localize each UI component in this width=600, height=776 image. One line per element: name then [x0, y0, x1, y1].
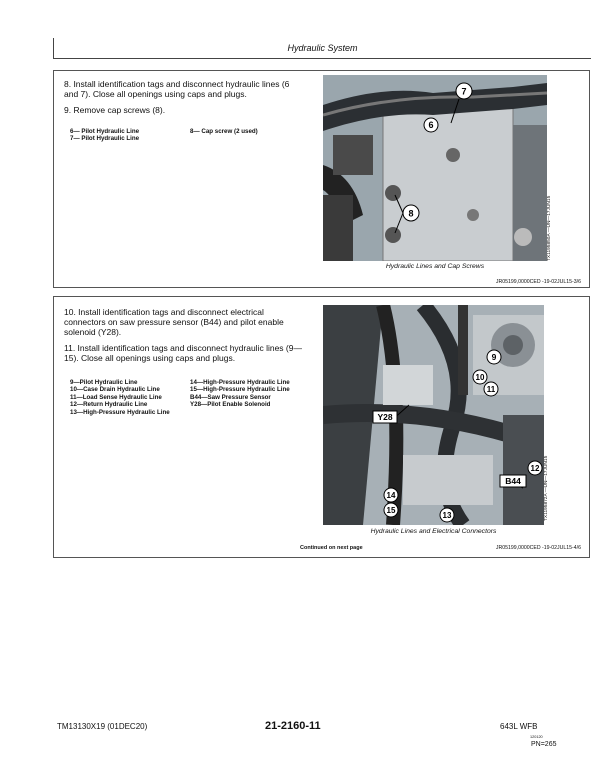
- image-id: TX1195850A —UN—17JUN15: [547, 195, 552, 261]
- callout-13-label: 13: [442, 511, 452, 520]
- callout-6-label: 6: [428, 120, 434, 130]
- legend-item: 11— Load Sense Hydraulic Line: [70, 393, 162, 401]
- legend-item: B44— Saw Pressure Sensor: [190, 393, 271, 401]
- procedure-panel-1: [53, 70, 590, 288]
- photo-illustration: [323, 305, 544, 525]
- step-11: 11. Install identification tags and disconnect hydraulic lines (9—15). Close all openings using caps and plugs.: [64, 343, 302, 363]
- photo-hydraulic-lines-connectors: [323, 305, 544, 525]
- image-id: TX1195872A —UN—17JUN15: [544, 455, 549, 521]
- document-reference: JR05199,0000CED -19-02JUL15-4/6: [495, 545, 581, 551]
- callout-12-label: 12: [530, 464, 540, 473]
- legend-right: [190, 379, 302, 409]
- legend-item: 7— Pilot Hydraulic Line: [70, 135, 140, 143]
- legend-item: 9— Pilot Hydraulic Line: [70, 379, 138, 386]
- step-10: 10. Install identification tags and disconnect electrical connectors on saw pressure sensor (B44) and pilot enable solenoid (Y28).: [64, 307, 284, 337]
- footer-page-number: 21-2160-11: [265, 720, 321, 732]
- footer-model: 643L WFB: [500, 722, 538, 731]
- steps-list: [64, 307, 304, 369]
- footer-code: 120120: [530, 735, 543, 739]
- section-title: Hydraulic System: [287, 43, 358, 53]
- legend-left: [70, 128, 180, 143]
- figure-caption: Hydraulic Lines and Cap Screws: [385, 263, 485, 270]
- figure-caption: Hydraulic Lines and Electrical Connectors: [370, 528, 497, 535]
- legend-right: [190, 128, 300, 135]
- legend-item: 14— High-Pressure Hydraulic Line: [190, 379, 290, 386]
- callout-11-label: 11: [486, 385, 496, 394]
- photo-illustration: [323, 75, 547, 261]
- callout-y28-label: Y28: [377, 412, 393, 422]
- continued-note: Continued on next page: [300, 545, 363, 551]
- legend-item: Y28— Pilot Enable Solenoid: [190, 401, 271, 409]
- callout-7-label: 7: [461, 86, 467, 97]
- legend-item: 12— Return Hydraulic Line: [70, 401, 148, 409]
- callout-10-label: 10: [475, 373, 485, 382]
- photo-hydraulic-lines: [323, 75, 547, 261]
- footer-pn: PN=265: [531, 741, 557, 748]
- procedure-panel-2: [53, 296, 590, 558]
- step-9: 9. Remove cap screws (8).: [64, 105, 166, 115]
- callout-15-label: 15: [386, 506, 396, 515]
- step-8: 8. Install identification tags and disconnect hydraulic lines (6 and 7). Close all openings using caps and plugs.: [64, 79, 290, 99]
- legend-item: 13— High-Pressure Hydraulic Line: [70, 408, 170, 416]
- document-reference: JR05199,0000CED -19-02JUL15-3/6: [495, 279, 581, 285]
- steps-list: [64, 79, 304, 121]
- legend-item: 6— Pilot Hydraulic Line: [70, 128, 140, 135]
- legend-left: [70, 379, 186, 416]
- legend-item: 15— High-Pressure Hydraulic Line: [190, 386, 290, 394]
- callout-8-label: 8: [408, 208, 414, 219]
- legend-item: 10— Case Drain Hydraulic Line: [70, 386, 160, 394]
- callout-b44-label: B44: [505, 476, 521, 486]
- header-box: [53, 38, 591, 59]
- callout-14-label: 14: [386, 491, 396, 500]
- callout-9-label: 9: [491, 352, 497, 362]
- legend-item: 8— Cap screw (2 used): [190, 128, 258, 135]
- footer-manual-id: TM13130X19 (01DEC20): [57, 722, 148, 731]
